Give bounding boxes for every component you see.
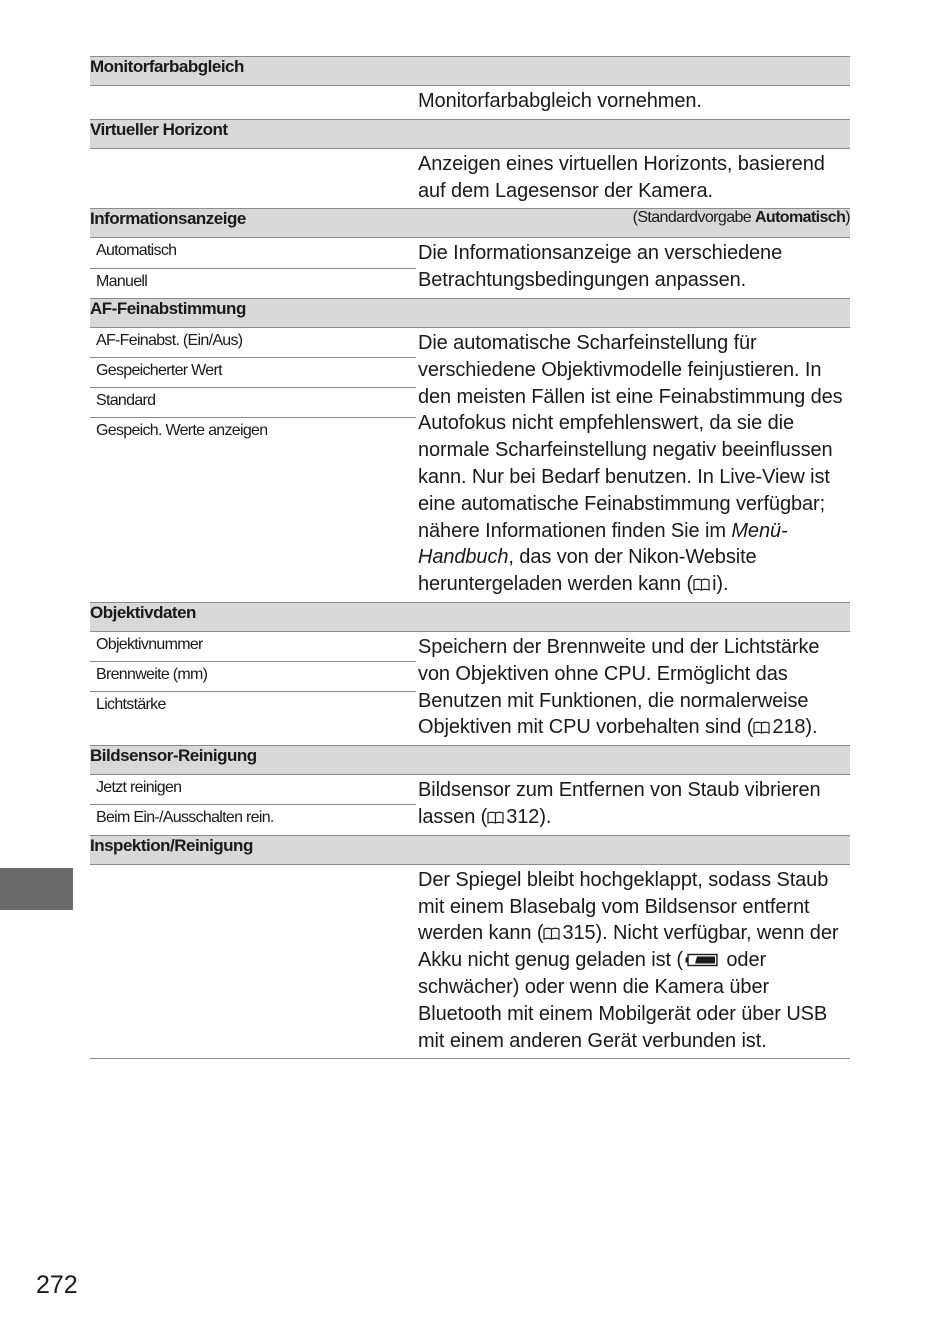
option-label: Beim Ein-/Ausschalten rein. — [96, 809, 274, 827]
section-title: Objektivdaten — [90, 602, 850, 631]
section-header-af-fine-tune — [90, 298, 850, 327]
section-row — [90, 148, 850, 209]
section-header-monitor-color-balance — [90, 57, 850, 86]
section-title: Bildsensor-Reinigung — [90, 746, 850, 775]
section-title: Informationsanzeige — [90, 209, 246, 229]
option-label: Manuell — [96, 272, 148, 290]
default-setting-note: (Standardvorgabe Automatisch) — [632, 209, 850, 227]
section-description: Anzeigen eines virtuellen Horizonts, basierend auf dem Lagesensor der Kamera. — [418, 152, 825, 202]
section-description: Die Informationsanzeige an verschiedene Betrachtungsbedingungen anpassen. — [418, 242, 783, 292]
section-header-inspection-cleaning — [90, 835, 850, 864]
section-description: Monitorfarbabgleich vornehmen. — [418, 90, 702, 112]
option-label: Gespeich. Werte anzeigen — [96, 421, 268, 439]
section-description: Bildsensor zum Entfernen von Staub vibrieren lassen ( 312). — [418, 779, 821, 828]
manual-title: Menü-Handbuch — [418, 519, 788, 569]
section-header-sensor-cleaning — [90, 746, 850, 775]
page-reference: 315 — [562, 922, 596, 945]
battery-low-icon — [685, 953, 719, 967]
option-label: Automatisch — [90, 238, 416, 268]
section-row — [90, 864, 850, 1059]
book-icon — [753, 721, 770, 734]
option-label: Lichtstärke — [96, 695, 166, 713]
page-reference: 312 — [506, 805, 540, 828]
section-title: Virtueller Horizont — [90, 119, 850, 148]
option-label: AF-Feinabst. (Ein/Aus) — [90, 327, 416, 357]
section-header-virtual-horizon — [90, 119, 850, 148]
section-row — [90, 86, 850, 120]
menu-options-table — [90, 56, 850, 1059]
option-label: Standard — [90, 387, 416, 417]
section-header-lens-data — [90, 602, 850, 631]
chapter-tab-marker — [0, 868, 73, 910]
page-reference: i — [712, 573, 717, 596]
option-label: Objektivnummer — [90, 631, 416, 661]
section-title: Inspektion/Reinigung — [90, 835, 850, 864]
page-reference: 218 — [772, 716, 806, 739]
section-title: Monitorfarbabgleich — [90, 57, 850, 86]
option-label: Gespeicherter Wert — [90, 357, 416, 387]
section-description: Speichern der Brennweite und der Lichtstärke von Objektiven ohne CPU. Ermöglicht das Benutzen mit Funktionen, die normalerweise Objektiven mit CPU vorbehalten sind ( 218). — [418, 635, 820, 739]
book-icon — [543, 927, 560, 940]
book-icon — [693, 578, 710, 591]
option-label: Jetzt reinigen — [90, 775, 416, 805]
default-value: Automatisch — [754, 209, 846, 227]
option-row — [90, 327, 850, 357]
book-icon — [487, 811, 504, 824]
option-row — [90, 238, 850, 268]
page-number: 272 — [36, 1271, 78, 1299]
section-header-info-display — [90, 209, 850, 238]
section-title: AF-Feinabstimmung — [90, 298, 850, 327]
section-description: Der Spiegel bleibt hochgeklappt, sodass Staub mit einem Blasebalg vom Bildsensor entfernt werden kann ( 315). Nicht verfügbar, wenn der Akku nicht genug geladen ist ( oder schwächer) oder wenn die Kamera über Bluetooth mit einem Mobilgerät oder über USB mit einem anderen Gerät verbunden ist. — [416, 864, 850, 1059]
option-row — [90, 775, 850, 805]
section-description: Die automatische Scharfeinstellung für verschiedene Objektivmodelle feinjustieren. In den meisten Fällen ist eine Feinabstimmung des Autofokus nicht empfehlenswert, da sie die normale Scharfeinstellung negativ beeinflussen kann. Nur bei Bedarf benutzen. In Live-View ist eine automatische Feinabstimmung verfügbar; nähere Informationen finden Sie im Menü-Handbuch, das von der Nikon-Website heruntergeladen werden kann ( i). — [418, 331, 843, 596]
option-row — [90, 631, 850, 661]
option-label: Brennweite (mm) — [90, 661, 416, 691]
